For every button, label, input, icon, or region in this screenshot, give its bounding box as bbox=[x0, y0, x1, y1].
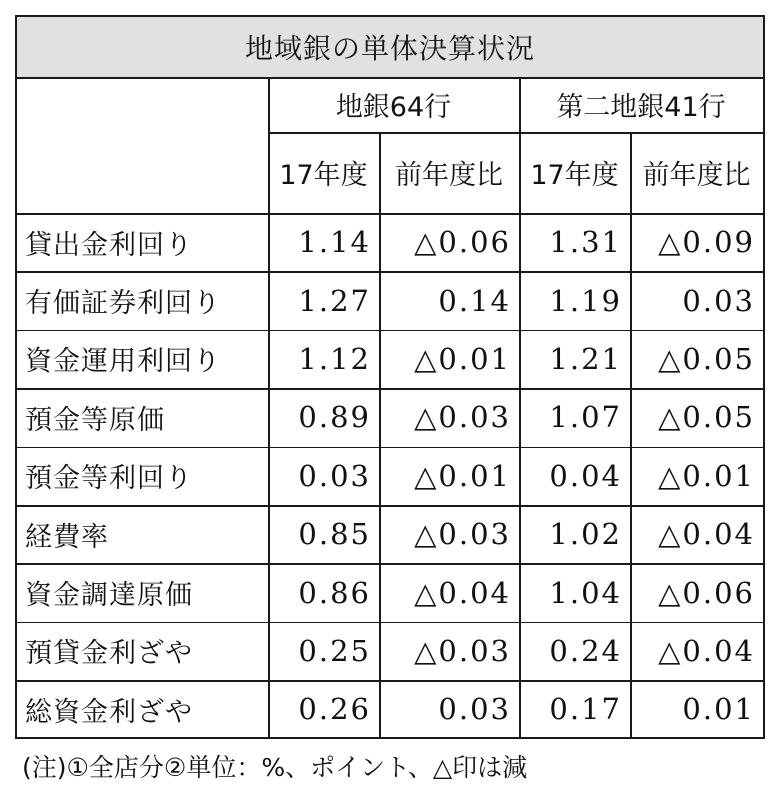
row-label: 有価証券利回り bbox=[25, 288, 221, 320]
row-label: 総資金利ざや bbox=[25, 696, 193, 728]
group-header: 第二地銀41行 bbox=[556, 92, 726, 123]
table-cell: △0.05 bbox=[658, 400, 755, 435]
table-cell: 0.03 bbox=[682, 283, 755, 318]
table-cell: 1.07 bbox=[549, 400, 622, 435]
table-cell: 0.89 bbox=[298, 400, 371, 435]
table-cell: △0.09 bbox=[658, 225, 755, 260]
table-title: 地域銀の単体決算状況 bbox=[244, 32, 535, 65]
table-cell: 0.86 bbox=[298, 575, 371, 610]
table-cell: 1.04 bbox=[549, 575, 622, 610]
column-header: 前年度比 bbox=[642, 160, 751, 191]
row-label: 経費率 bbox=[25, 521, 109, 553]
table-cell: △0.05 bbox=[658, 341, 755, 376]
row-label: 預金等原価 bbox=[25, 404, 165, 436]
table-cell: 0.85 bbox=[298, 517, 371, 552]
table-cell: △0.04 bbox=[414, 575, 511, 610]
table-cell: 0.03 bbox=[438, 692, 511, 727]
row-label: 資金調達原価 bbox=[25, 580, 193, 612]
table-cell: 1.27 bbox=[298, 283, 371, 318]
column-header: 17年度 bbox=[530, 160, 619, 191]
table-cell: 1.31 bbox=[549, 225, 622, 260]
table-cell: △0.01 bbox=[414, 341, 511, 376]
table-cell: 1.14 bbox=[298, 225, 371, 260]
table-cell: 1.12 bbox=[298, 341, 371, 376]
table-cell: △0.06 bbox=[414, 225, 511, 260]
table-cell: 0.24 bbox=[549, 633, 622, 668]
table-cell: 0.03 bbox=[298, 458, 371, 493]
table-cell: △0.01 bbox=[658, 458, 755, 493]
row-label: 貸出金利回り bbox=[25, 229, 193, 261]
row-label: 預貸金利ざや bbox=[25, 638, 193, 670]
table-cell: 1.21 bbox=[549, 341, 622, 376]
table-cell: 0.14 bbox=[438, 283, 511, 318]
table-cell: 0.26 bbox=[298, 692, 371, 727]
table-cell: 1.19 bbox=[549, 283, 622, 318]
group-header: 地銀64行 bbox=[335, 92, 452, 123]
table-cell: 0.25 bbox=[298, 633, 371, 668]
results-table bbox=[15, 15, 765, 739]
table-cell: △0.03 bbox=[414, 633, 511, 668]
column-header: 17年度 bbox=[279, 160, 368, 191]
table-cell: △0.04 bbox=[658, 633, 755, 668]
table-cell: △0.04 bbox=[658, 517, 755, 552]
table-cell: △0.03 bbox=[414, 400, 511, 435]
table-cell: △0.01 bbox=[414, 458, 511, 493]
table-cell: 0.01 bbox=[682, 692, 755, 727]
row-label: 資金運用利回り bbox=[25, 346, 221, 378]
table-cell: △0.06 bbox=[658, 575, 755, 610]
table-cell: 0.17 bbox=[549, 692, 622, 727]
table-cell: 1.02 bbox=[549, 517, 622, 552]
table-cell: 0.04 bbox=[549, 458, 622, 493]
row-label: 預金等利回り bbox=[25, 463, 193, 495]
footnote: (注)①全店分②単位：%、ポイント、△印は減 bbox=[22, 753, 528, 782]
table-cell: △0.03 bbox=[414, 517, 511, 552]
column-header: 前年度比 bbox=[395, 160, 503, 191]
